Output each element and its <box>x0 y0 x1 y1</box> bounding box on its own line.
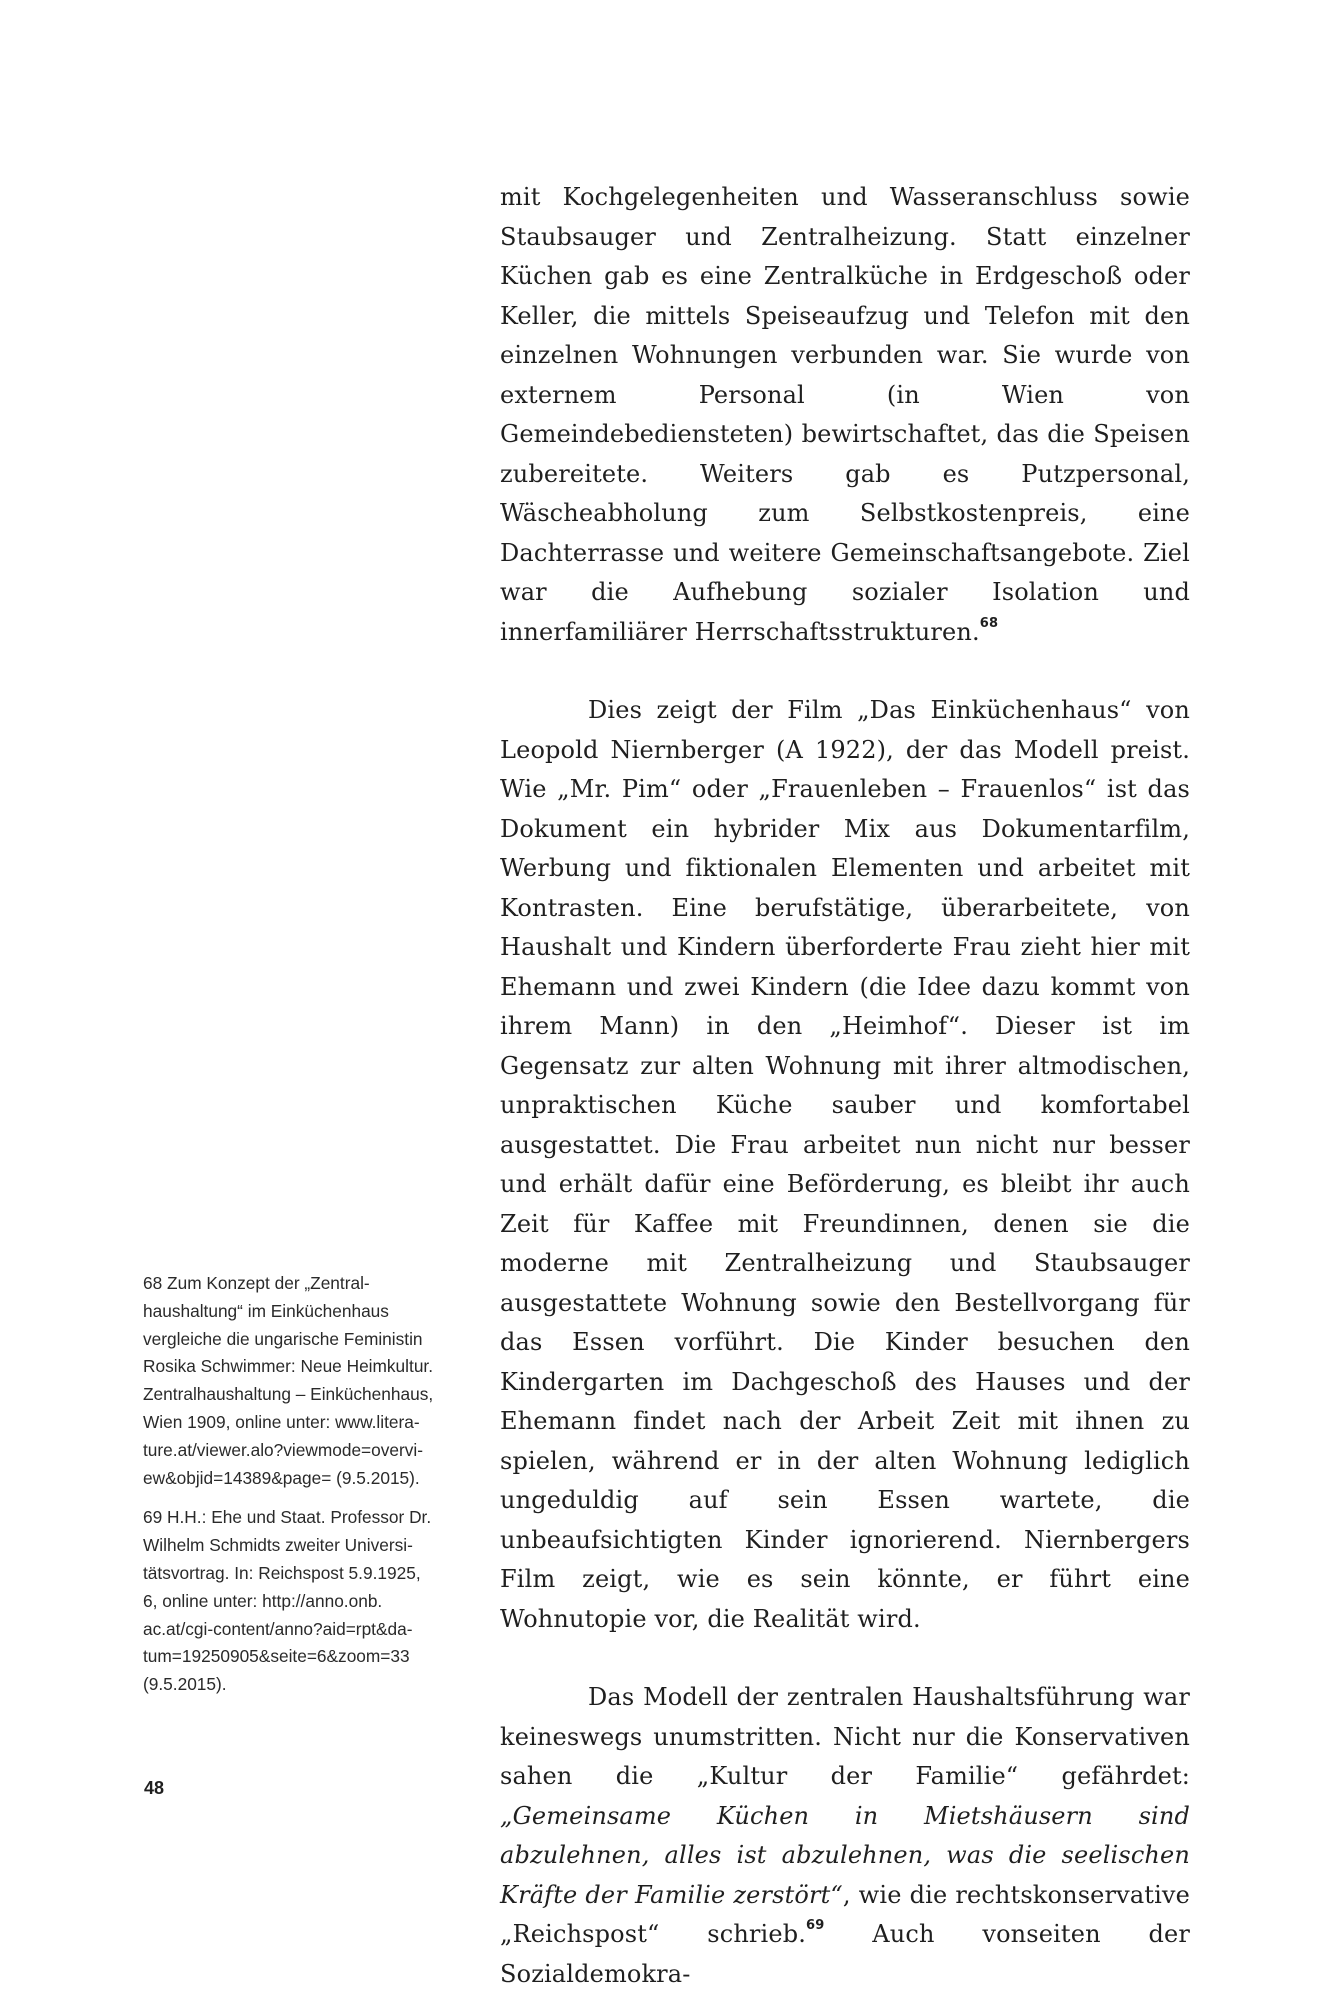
footnote-link-line[interactable]: ac.at/cgi-content/anno?aid=rpt&da- <box>143 1618 413 1639</box>
footnote-line: Wilhelm Schmidts zweiter Universi- <box>143 1535 413 1556</box>
paragraph-1 <box>500 178 1190 652</box>
footnote-line: (9.5.2015). <box>143 1674 227 1695</box>
footnote-line: 68 Zum Konzept der „Zentral- <box>143 1273 370 1293</box>
paragraph-2 <box>500 691 1190 1639</box>
footnote-line: 69 H.H.: Ehe und Staat. Professor Dr. <box>143 1507 432 1528</box>
footnote-69 <box>143 1504 473 1699</box>
footnote-link-line[interactable]: tum=19250905&seite=6&zoom=33 <box>143 1646 410 1667</box>
footnote-68 <box>143 1270 473 1492</box>
footnote-link-line[interactable]: Wien 1909, online unter: www.litera- <box>143 1411 420 1432</box>
footnote-line: haushaltung“ im Einküchenhaus <box>143 1300 389 1321</box>
main-text-column <box>500 178 1190 1994</box>
paragraph-3-text-before-quote: Das Modell der zentralen Haushaltsführung war keineswegs unumstritten. Nicht nur die Konservativen sahen die „Kultur der Familie“ gefährdet: <box>500 1683 1190 1790</box>
footnote-line: Rosika Schwimmer: Neue Heimkultur. <box>143 1356 434 1377</box>
paragraph-1-text: mit Kochgelegenheiten und Wasseranschluss sowie Staubsauger und Zentralheizung. Statt einzelner Küchen gab es eine Zentralküche in Erdgeschoß oder Keller, die mittels Speiseaufzug und Telefon mit den einzelnen Wohnungen verbunden war. Sie wurde von externem Personal (in Wien von Gemeindebediensteten) bewirtschaftet, das die Speisen zubereitete. Weiters gab es Putzpersonal, Wäscheabholung zum Selbstkostenpreis, eine Dachterrasse und weitere Gemeinschaftsangebote. Ziel war die Aufhebung sozialer Isolation und innerfamiliärer Herrschaftsstrukturen. <box>500 183 1190 646</box>
paragraph-3 <box>500 1678 1190 1994</box>
footnote-link-line[interactable]: ew&objid=14389&page= (9.5.2015). <box>143 1467 420 1488</box>
paragraph-2-text: Dies zeigt der Film „Das Einküchenhaus“ von Leopold Niernberger (A 1922), der das Modell preist. Wie „Mr. Pim“ oder „Frauenleben – Frauenlos“ ist das Dokument ein hybrider Mix aus Dokumentarfilm, Werbung und fiktionalen Elementen und arbeitet mit Kontrasten. Eine berufstätige, überarbeitete, von Haushalt und Kindern überforderte Frau zieht hier mit Ehemann und zwei Kindern (die Idee dazu kommt von ihrem Mann) in den „Heimhof“. Dieser ist im Gegensatz zur alten Wohnung mit ihrer altmodischen, unpraktischen Küche sauber und komfortabel ausgestattet. Die Frau arbeitet nun nicht nur besser und erhält dafür eine Beförderung, es bleibt ihr auch Zeit für Kaffee mit Freundinnen, denen sie die moderne mit Zentralheizung und Staubsauger ausgestattete Wohnung sowie den Bestellvorgang für das Essen vorführt. Die Kinder besuchen den Kindergarten im Dachgeschoß des Hauses und der Ehemann findet nach der Arbeit Zeit mit ihnen zu spielen, während er in der alten Wohnung lediglich ungeduldig auf sein Essen wartete, die unbeaufsichtigten Kinder ignorierend. Niernbergers Film zeigt, wie es sein könnte, er führt eine Wohnutopie vor, die Realität wird. <box>500 696 1190 1633</box>
footnote-line: vergleiche die ungarische Feministin <box>143 1328 423 1349</box>
footnote-line: tätsvortrag. In: Reichspost 5.9.1925, <box>143 1562 421 1583</box>
footnote-link-line[interactable]: 6, online unter: http://anno.onb. <box>143 1590 383 1611</box>
footnote-line: Zentralhaushaltung – Einküchenhaus, <box>143 1384 434 1405</box>
footnote-ref-68[interactable]: 68 <box>979 615 999 631</box>
footnotes-column <box>143 1270 473 1699</box>
footnote-ref-69[interactable]: 69 <box>806 1918 825 1933</box>
page-number: 48 <box>144 1778 165 1798</box>
paragraph-3-text-end: Auch vonseiten der Sozialdemokra- <box>500 1920 1190 1988</box>
reichspost-quote: „Gemeinsame Küchen in Mietshäusern sind abzulehnen, alles ist abzulehnen, was die seelischen Kräfte der Familie zerstört“ <box>500 1801 1190 1909</box>
paragraph-3-text-after-quote: , wie die rechtskonservative „Reichspost“ schrieb. <box>500 1880 1190 1948</box>
footnote-link-line[interactable]: ture.at/viewer.alo?viewmode=overvi- <box>143 1439 423 1460</box>
